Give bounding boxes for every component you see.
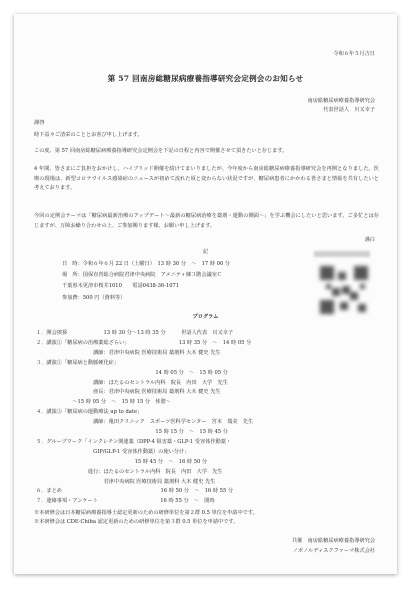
- salutation: 謹啓: [34, 120, 45, 126]
- program-line: ４．講演③「糖尿病の運動療法 up to date」: [36, 409, 143, 416]
- closing-word: 謹白: [364, 237, 375, 243]
- representative-name: 代表世話人 川又幸子: [323, 107, 375, 113]
- program-line: ５．グループワーク「インクレチン関連薬（DPP-4 阻害薬・GLP-1 受容体作動薬・: [36, 438, 232, 445]
- event-address: 千葉県木更津市桜井1010 電話0438-36-1071: [62, 283, 180, 289]
- organization-name: 南房総糖尿病療養指導研究会: [307, 98, 375, 104]
- letter-paragraph-3: 4 年間、皆さまにご負担をおかけし、ハイブリッド開催を続けてまいりましたが、今年度から南房総糖尿病療養指導研究会を再開となりました。医療の現場は、新型コロナウイルス感染症のニュースが初めて流れた頃と変わらない状況ですが、糖尿病患者にかかわる皆さまと情報を共有したいと考えております。: [34, 166, 379, 192]
- ki-heading: 記: [202, 249, 209, 255]
- program-line: ～15 時 05 分 ～ 15 時 15 分 休憩～: [36, 399, 171, 406]
- program-line: 講師：君津中央病院 医療技術局 薬剤科 大木 健史 先生: [36, 349, 221, 356]
- cosponsor-2: ノボノルディスクファーマ株式会社: [292, 548, 375, 555]
- cosponsor-1: 共催 南房総糖尿病療養指導研究会: [291, 538, 375, 545]
- program-line: ７．連絡事項・アンケート 16 時 55 分 ～ 閉時: [36, 498, 215, 505]
- program-line: GIP/GLP-1 受容体作動薬）の使い分け」: [36, 448, 190, 455]
- program-line: 15 時 15 分 ～ 15 時 45 分: [36, 429, 228, 435]
- program-line: 座長：君津中央病院 医療技術局 薬剤科 大木 健史 先生: [36, 389, 221, 396]
- letter-paragraph-1: 時下益々ご清栄のこととお喜び申し上げます。: [34, 132, 143, 138]
- note-line-1: ※本研修会は日本糖尿病療養指導士認定更新のための研修単位を第２群 0.5 単位を申請中です。: [34, 510, 258, 517]
- note-line-2: ※本研修会は CDE-Chiba 認定更新のための研修単位を第３群 0.5 単位を申請中です。: [34, 519, 239, 526]
- document-page: [14, 14, 397, 574]
- event-fee: 参加費：500 円（資料等）: [62, 295, 126, 301]
- program-line: 講師：ほたるのセントラル内科 院長 内田 大学 先生: [36, 379, 228, 386]
- document-title: 第 57 回南房総糖尿病療養指導研究会定例会のお知らせ: [107, 74, 304, 83]
- program-line: 進行：ほたるのセントラル内科 院長 内田 大学 先生: [36, 468, 223, 475]
- program-line: ２．講演①「糖尿病の治療薬総ざらい」 13 時 35 分 ～ 14 時 05 分: [36, 339, 252, 346]
- qr-code-image: [320, 266, 368, 314]
- letter-paragraph-4: 今回の定例会テーマは「糖尿病最新治療のアップデート～最新の糖尿病治療を薬剤・運動の側面～」を学ぶ機会にしたいと思います。ご多忙とは存じますが、万障お繰り合わせの上、ご参加賜ります様、お願い申し上げます。: [34, 213, 379, 229]
- program-line: ３．講演②「糖尿病と動脈硬化症」: [36, 359, 120, 366]
- program-line: ６．まとめ 16 時 50 分 ～ 16 時 55 分: [36, 488, 234, 495]
- program-line: １．開会挨拶 13 時 30 分～13 時 35 分 世話人代表 川又幸子: [36, 330, 234, 336]
- issue-date: 令和６年５月吉日: [333, 51, 375, 57]
- qr-caption-redacted: [314, 251, 370, 257]
- event-venue: 場 所：国保直営総合病院君津中央病院 アメニティ棟３階会議室Ｃ: [62, 272, 223, 278]
- program-line: 君津中央病院 医療技術局 薬剤科 大木 健史 先生: [36, 478, 216, 485]
- program-line: 15 時 45 分 ～ 16 時 50 分: [36, 458, 208, 465]
- letter-paragraph-2: この度、第 57 回南房総糖尿病療養指導研究会定例会を下記の日程と内容で開催させて頂きたいと存じます。: [34, 148, 288, 154]
- program-heading: プログラム: [192, 314, 219, 320]
- event-datetime: 日 時：令和６年６月 22 日（土曜日） 13 時 30 分 ～ 17 時 00 分: [62, 261, 231, 267]
- program-line: 14 時 05 分 ～ 15 時 05 分: [36, 369, 228, 376]
- program-line: 講師：亀田クリニック スポーツ医科学センター 宮本 瑞美 先生: [36, 419, 254, 426]
